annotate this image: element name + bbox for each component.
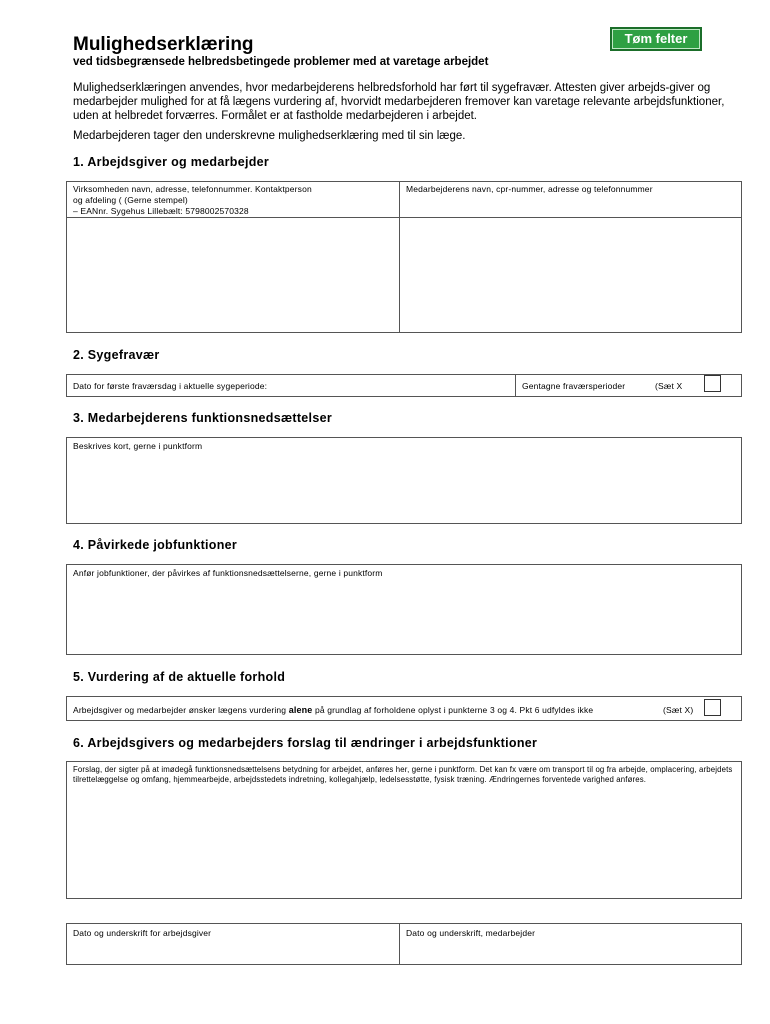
impairments-label: Beskrives kort, gerne i punktform: [73, 441, 203, 451]
section-4-heading: 4. Påvirkede jobfunktioner: [73, 538, 238, 552]
section-1-table: [66, 181, 742, 333]
repeated-absence-checkbox[interactable]: [704, 375, 721, 392]
affected-functions-field[interactable]: [66, 564, 742, 655]
assessment-text: Arbejdsgiver og medarbejder ønsker lægens vurdering alene på grundlag af forholdene oplyst i punkterne 3 og 4. Pkt 6 udfyldes ikke: [73, 705, 594, 715]
section-5-heading: 5. Vurdering af de aktuelle forhold: [73, 670, 286, 684]
employer-signature-field[interactable]: Dato og underskrift for arbejdsgiver: [73, 928, 212, 938]
section-3-heading: 3. Medarbejderens funktionsnedsættelser: [73, 411, 332, 425]
repeated-absence-label: Gentagne fraværsperioder: [522, 381, 626, 391]
first-absence-day-field[interactable]: Dato for første fraværsdag i aktuelle sygeperiode:: [73, 381, 268, 391]
intro-paragraph: Mulighedserklæringen anvendes, hvor medarbejderens helbredsforhold har ført til sygefravær. Attesten giver arbejds-giver og medarbejder mulighed for at få lægens vurdering af, hvorvidt medarbejderen fremover kan varetage relevante arbejdsfunktioner, uden at helbredet forværres. Formålet er at fastholde medarbejderen i arbejdet.: [73, 82, 725, 122]
section-5-table: [66, 696, 742, 721]
intro-paragraph-2: Medarbejderen tager den underskrevne mulighedserklæring med til sin læge.: [73, 130, 466, 142]
page-subtitle: ved tidsbegrænsede helbredsbetingede problemer med at varetage arbejdet: [73, 56, 489, 68]
proposals-label: Forslag, der sigter på at imødegå funktionsnedsættelsens betydning for arbejdet, anføres her, gerne i punktform. Det kan fx være om transport til og fra arbejde, omplacering, arbejdets tilrettelæggelse og omfang, hjemmearbejde, arbejdsstedets indretning, kollegahjælp, ledelsesstøtte, fysisk træning. Ændringernes forventede varighed anføres.: [73, 765, 733, 784]
section-6-heading: 6. Arbejdsgivers og medarbejders forslag til ændringer i arbejdsfunktioner: [73, 736, 538, 750]
mark-x-label-5: (Sæt X): [663, 705, 694, 715]
employee-input[interactable]: [400, 218, 741, 332]
proposals-field[interactable]: [66, 761, 742, 899]
assessment-only-checkbox[interactable]: [704, 699, 721, 716]
employer-input[interactable]: [67, 218, 399, 332]
section-1-heading: 1. Arbejdsgiver og medarbejder: [73, 155, 270, 169]
signature-table: [66, 923, 742, 965]
employee-signature-field[interactable]: Dato og underskrift, medarbejder: [406, 928, 536, 938]
clear-fields-button[interactable]: Tøm felter: [610, 27, 702, 51]
page-title: Mulighedserklæring: [73, 34, 254, 55]
mark-x-label: (Sæt X: [655, 381, 683, 391]
section-2-table: [66, 374, 742, 397]
section-2-heading: 2. Sygefravær: [73, 348, 160, 362]
employee-label: Medarbejderens navn, cpr-nummer, adresse og telefonnummer: [406, 184, 653, 194]
impairments-field[interactable]: [66, 437, 742, 524]
employer-label: Virksomheden navn, adresse, telefonnummer. Kontaktperson og afdeling ( (Gerne stempel) – EANnr. Sygehus Lillebælt: 5798002570328: [73, 184, 312, 216]
affected-functions-label: Anfør jobfunktioner, der påvirkes af funktionsnedsættelserne, gerne i punktform: [73, 568, 383, 578]
